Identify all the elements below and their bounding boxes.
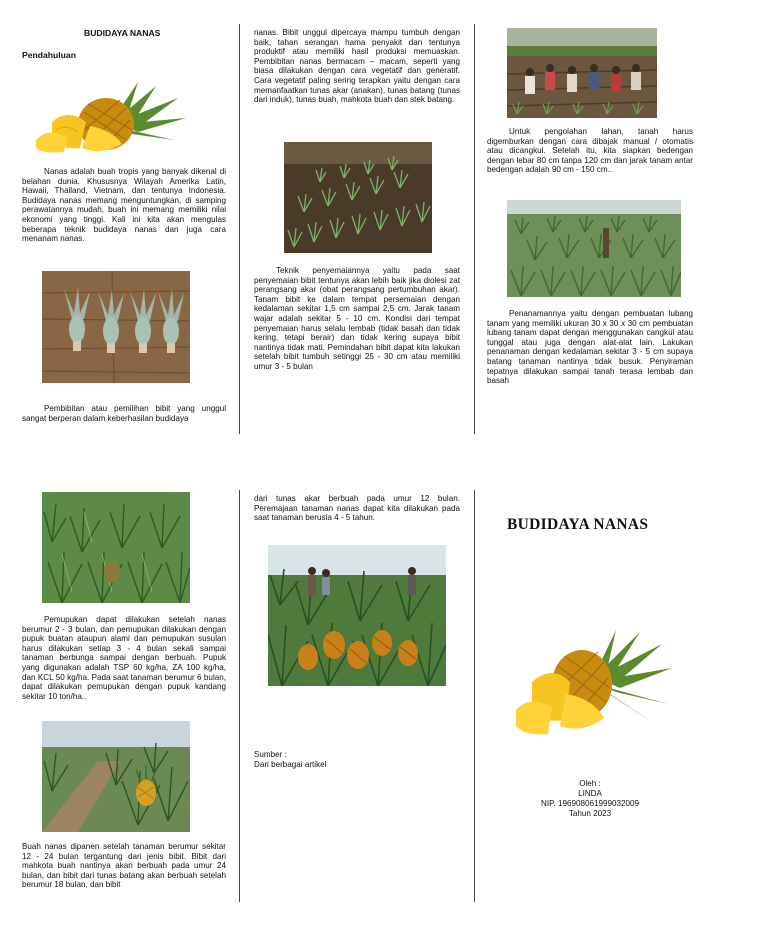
author-nip: NIP. 196908061999032009 — [541, 799, 639, 808]
column-divider — [474, 490, 475, 902]
propagation-paragraph: nanas. Bibit unggul dipercaya mampu tumbuh dengan baik, tahan serangan hama penyakit dan tentunya produktif atau memiliki hasil produksi memuaskan. Pembibitan nanas bermacam – macam, seperti yang biasa dilakukan dengan cara vegetatif dan generatif. Cara vegetatif paling sering terapkan yaitu dengan cara memanfaatkan tunas akar (anakan), tunas batang (tunas dari induk), tunas buah, mahkota buah dan stek batang. — [254, 28, 460, 105]
section-heading: Pendahuluan — [22, 50, 76, 60]
author-label: Oleh : — [579, 779, 601, 788]
column-divider — [474, 24, 475, 434]
pineapple-image — [28, 78, 190, 154]
nursery-paragraph: Teknik penyemaiannya yaitu pada saat penyemaian bibit tentunya akan lebih baik jika diolesi zat perangsang akar (obat perangsang pertumbuhan akar). Tanam bibit ke dalam tempat persemaian dengan kedalaman sekitar 1,5 cm sampai 2,5 cm. Jarak tanam wajar adalah sekitar 5 - 10 cm. Kondisi dari tempat penyemaian harus selalu lembab (tidak basah dan tidak kering, tetapi berair) dan tidak kering supaya bibit nantinya tidak mati. Pemindahan bibit dapat kita lakukan setelah bibit tumbuh setinggi 25 - 30 cm atau memiliki umur 3 - 5 bulan — [254, 266, 460, 371]
seedling-paragraph: Pembibitan atau pemilihan bibit yang unggul sangat berperan dalam keberhasilan budidaya — [22, 404, 226, 423]
nursery-bed-image — [284, 142, 432, 253]
rejuvenation-paragraph: dari tunas akar berbuah pada umur 12 bulan. Peremajaan tanaman nanas dapat kita dilakukan pada saat tanaman berusia 4 - 5 tahun. — [254, 494, 460, 523]
column-divider — [239, 490, 240, 902]
fertilized-plants-image — [42, 492, 190, 603]
intro-paragraph: Nanas adalah buah tropis yang banyak dikenal di belahan dunia. Khususnya Wilayah Amerika Latin, Hawaii, Thailand, Vietnam, dan tentunya Indonesia. Budidaya nanas memang menguntungkan, di samping perawatannya mudah, buah ini memang memiliki nilai ekonomi yang tinggi. Kali ini kita akan mengulas beberapa teknik budidaya nanas dan juga cara menanam nanas. — [22, 167, 226, 244]
fruiting-plants-image — [42, 721, 190, 832]
source-text: Dari berbagai artikel — [254, 760, 327, 769]
cover-title: BUDIDAYA NANAS — [507, 516, 649, 533]
fertilizing-paragraph: Pemupukan dapat dilakukan setelah nanas berumur 2 - 3 bulan, dan pemupukan dilakukan dengan pupuk buatan ataupun alami dan pemupukan susulan harus dilakukan setiap 3 - 4 bulan sekali sampai tanaman berbunga sampai dengan berbuah. Pupuk yang digunakan adalah TSP 60 kg/ha, ZA 100 kg/ha, dan KCL 50 kg/ha. Pada saat tanaman berumur 6 bulan, dapat dilakukan pemupukan dengan pupuk kandang sekitar 10 ton/ha.. — [22, 615, 226, 701]
harvest-paragraph: Buah nanas dipanen setelah tanaman berumur sekitar 12 - 24 bulan tergantung dari jenis bibit. Bibit dari mahkota buah nantinya akan berbuah pada umur 24 bulan, dan bibit dari tunas batang akan berbuah setelah berumur 18 bulan, dan bibit — [22, 842, 226, 890]
panel1-title: BUDIDAYA NANAS — [84, 28, 161, 38]
land-preparation-paragraph: Untuk pengolahan lahan, tanah harus digemburkan dengan cara dibajak manual / otomatis atau dicangkul. Setelah itu, kita siapkan bedengan dengan lebar 80 cm tanpa 120 cm dan jarak tanam antar bedengan adalah 90 cm - 150 cm.. — [487, 127, 693, 175]
planting-paragraph: Penanamannya yaitu dengan pembuatan lubang tanam yang memiliki ukuran 30 x 30 x 30 cm pembuatan lubang tanam dapat dengan menggunakan cangkul atau tunggal atau juga dengan alat-alat lain. Lakukan penanaman dengan kedalaman sekitar 3 - 5 cm supaya batang tanaman nantinya tidak busuk. Penyiraman tepatnya dilakukan sampai tanah terasa lembab dan basah — [487, 309, 693, 386]
publication-year: Tahun 2023 — [568, 809, 612, 818]
cover-pineapple-image — [512, 630, 672, 738]
pineapple-seedlings-image — [42, 271, 190, 383]
source-label: Sumber : — [254, 750, 287, 759]
harvest-field-image — [268, 545, 446, 686]
column-divider — [239, 24, 240, 434]
land-preparation-image — [507, 28, 657, 118]
planting-field-image — [507, 200, 681, 297]
author-name: LINDA — [578, 789, 602, 798]
